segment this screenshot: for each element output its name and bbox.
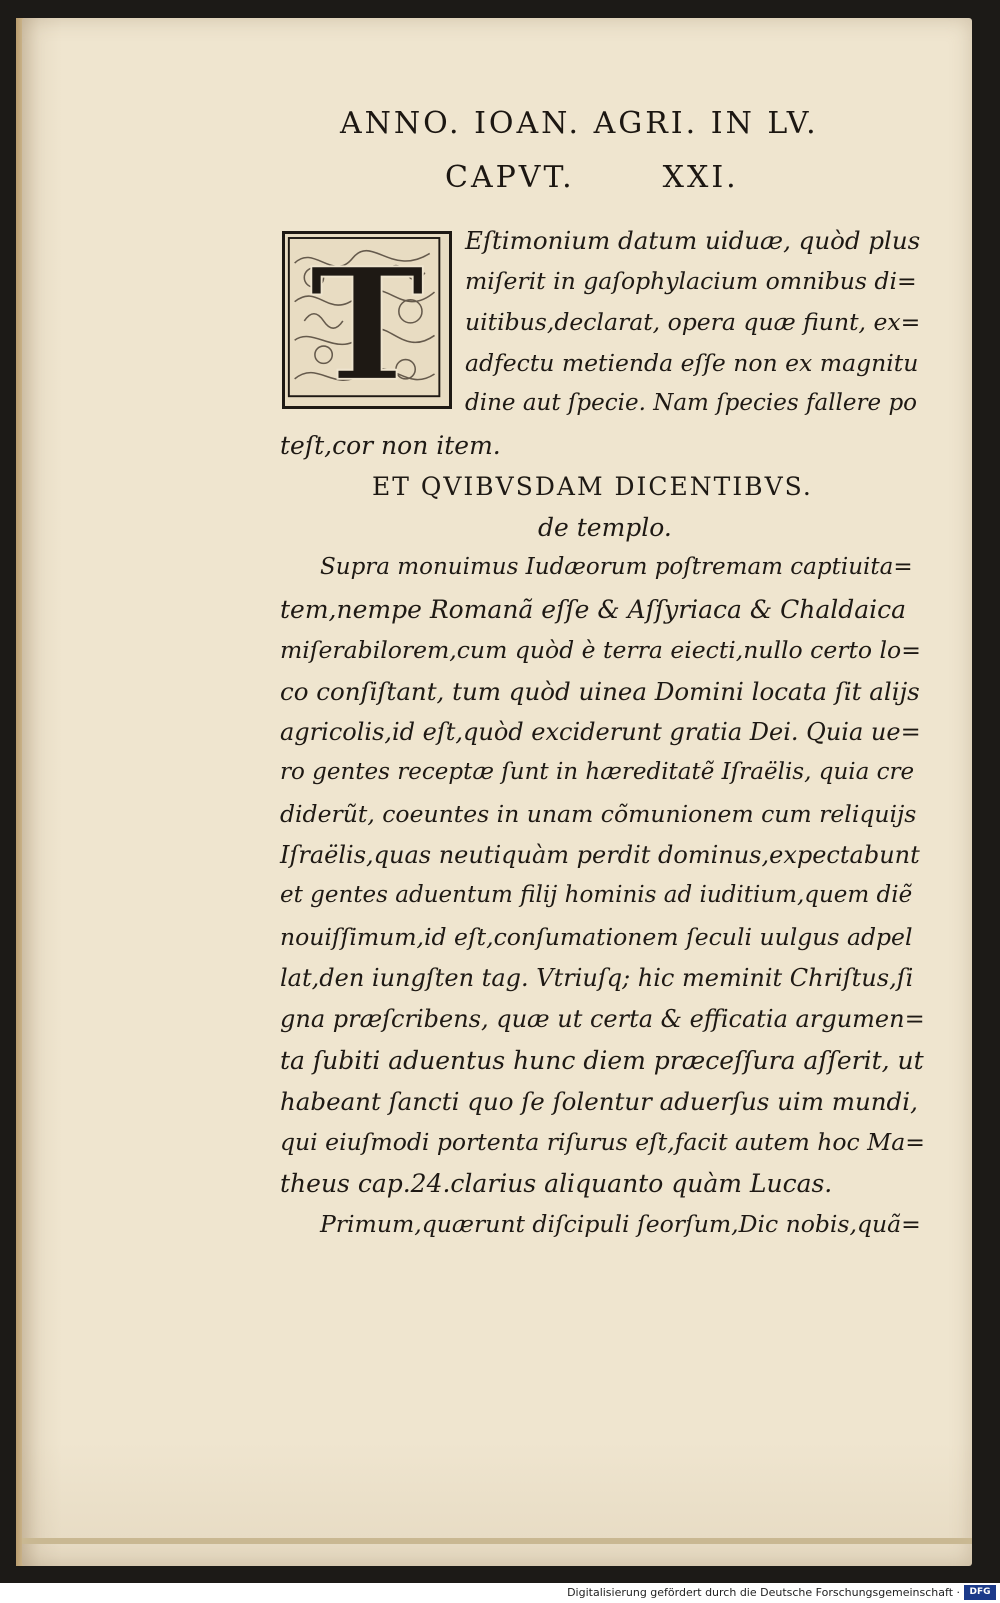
text-line: theus cap.24.clarius aliquanto quàm Lucas. <box>280 1169 833 1198</box>
text-line: et gentes aduentum filij hominis ad iuditium,quem diẽ <box>280 882 913 908</box>
text-line: qui eiuſmodi portenta riſurus eſt,facit autem hoc Ma= <box>280 1128 925 1156</box>
footer-credit: Digitalisierung gefördert durch die Deutsche Forschungsgemeinschaft · <box>567 1586 960 1599</box>
text-line: Iſraëlis,quas neutiquàm perdit dominus,expectabunt <box>280 841 920 869</box>
initial-letter-glyph: T <box>309 234 425 406</box>
text-line: adfectu metienda eſſe non ex magnitu <box>465 349 919 377</box>
chapter-number: XXI. <box>662 160 739 195</box>
text-line: diderũt, coeuntes in unam cõmunionem cum reliquijs <box>280 800 917 828</box>
text-line: uitibus,declarat, opera quæ fiunt, ex= <box>465 308 921 336</box>
text-line: agricolis,id eſt,quòd exciderunt gratia Dei. Quia ue= <box>280 718 921 746</box>
text-line: dine aut ſpecie. Nam ſpecies fallere po <box>465 390 918 416</box>
text-line: Eſtimonium datum uiduæ, quòd plus <box>465 226 921 255</box>
text-line: ta ſubiti aduentus hunc diem præceſſura aſſerit, ut <box>280 1046 924 1075</box>
text-line: tem,nempe Romanã eſſe & Aſſyriaca & Chaldaica <box>280 595 907 624</box>
text-line: habeant ſancti quo ſe ſolentur aduerſus uim mundi, <box>280 1087 918 1116</box>
section-heading: ET QVIBVSDAM DICENTIBVS. <box>372 472 813 501</box>
text-line: Supra monuimus Iudæorum poſtremam captiuita= <box>320 554 913 580</box>
section-subheading: de templo. <box>538 513 672 542</box>
text-line: miſerit in gaſophylacium omnibus di= <box>465 267 917 295</box>
dfg-logo: DFG <box>964 1585 996 1600</box>
text-line: Primum,quærunt diſcipuli ſeorſum,Dic nobis,quã= <box>320 1210 921 1238</box>
page-bottom-edge <box>22 1538 972 1544</box>
chapter-label: CAPVT. <box>445 160 575 195</box>
running-head: ANNO. IOAN. AGRI. IN LV. <box>340 106 819 141</box>
text-line: miſerabilorem,cum quòd è terra eiecti,nullo certo lo= <box>280 636 921 664</box>
text-line: nouiſſimum,id eſt,conſumationem ſeculi uulgus adpel <box>280 923 913 951</box>
text-line: co conſiſtant, tum quòd uinea Domini locata ſit alijs <box>280 677 920 706</box>
digitization-footer <box>0 1583 1000 1603</box>
text-line: teſt,cor non item. <box>280 431 501 460</box>
text-line: lat,den iungſten tag. Vtriuſq; hic meminit Chriſtus,ſi <box>280 964 914 992</box>
decorated-initial-letter <box>282 231 452 409</box>
text-line: gna præſcribens, quæ ut certa & efficatia argumen= <box>280 1005 925 1033</box>
text-line: ro gentes receptæ ſunt in hæreditatẽ Iſraëlis, quia cre <box>280 759 915 785</box>
chapter-heading <box>445 160 785 200</box>
